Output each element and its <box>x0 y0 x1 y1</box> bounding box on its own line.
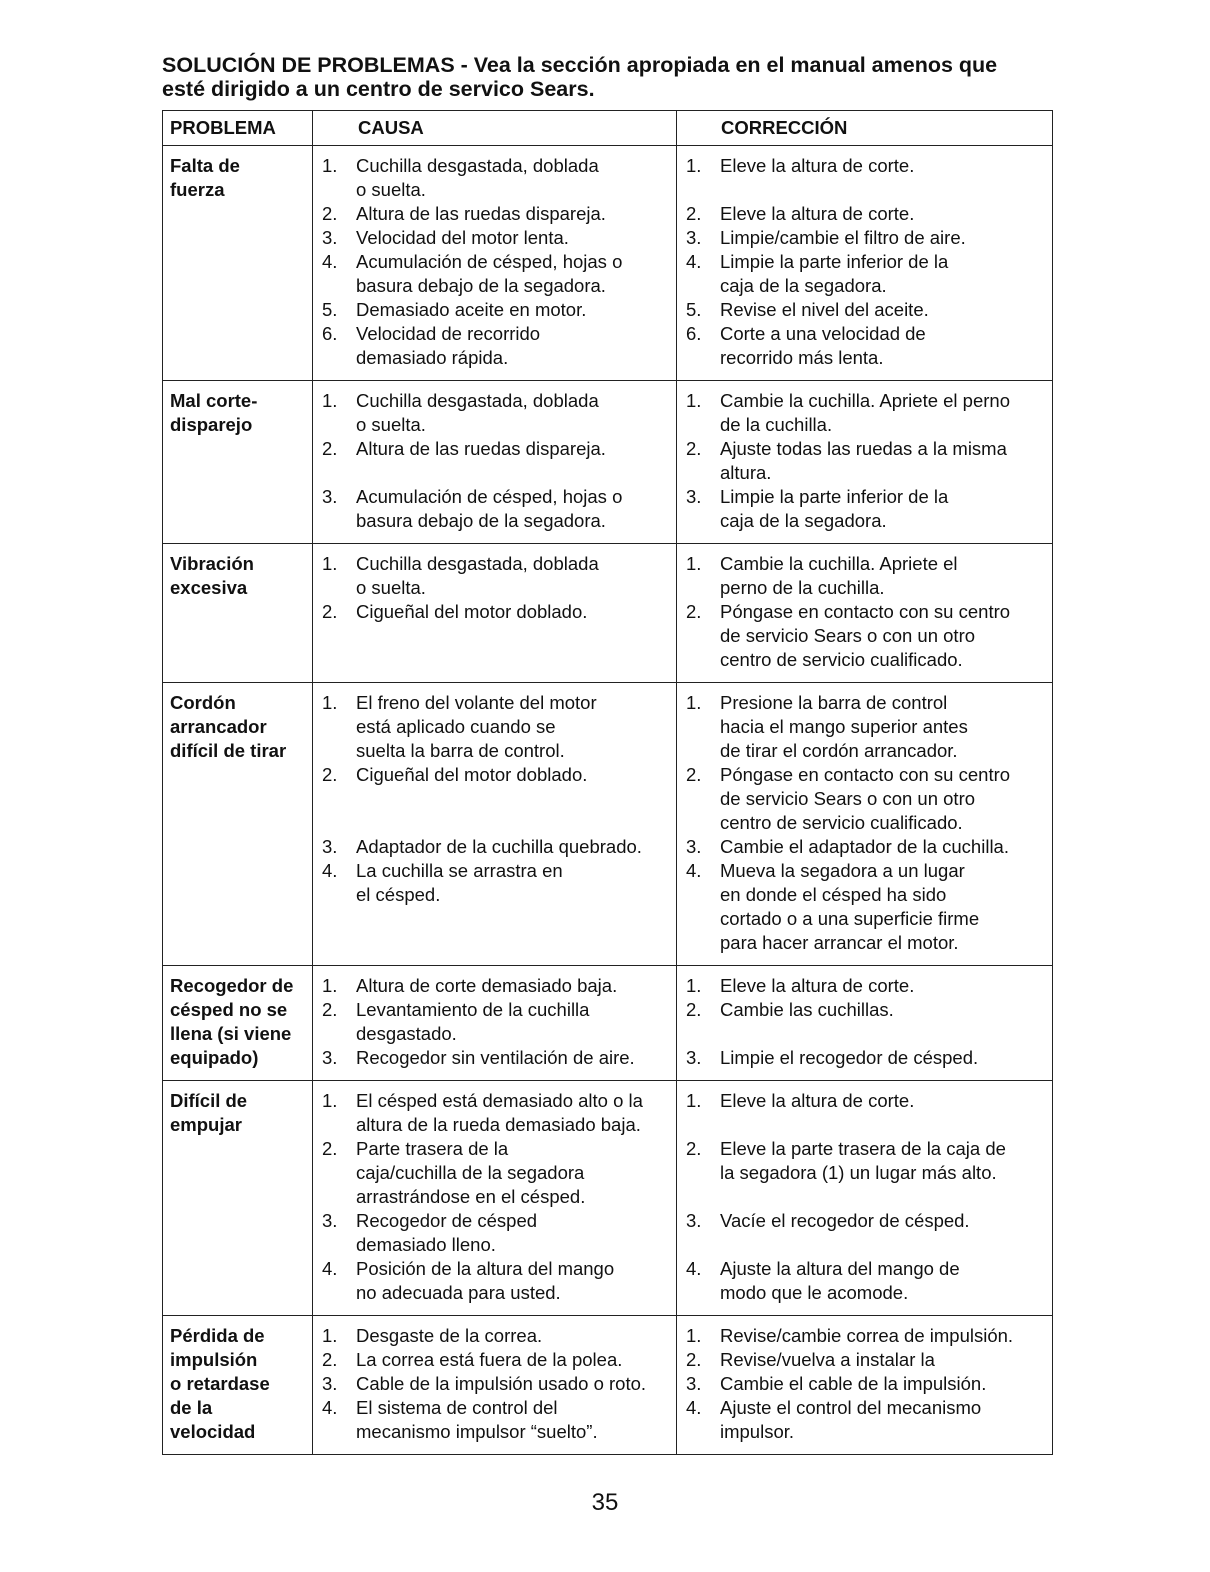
item-text: Eleve la altura de corte. <box>720 155 915 176</box>
item-text <box>720 1022 1052 1046</box>
item-number: 1. <box>322 692 338 713</box>
item-number: 2. <box>322 203 338 224</box>
header-problema: PROBLEMA <box>163 111 313 146</box>
item-text: Vacíe el recogedor de césped. <box>720 1210 970 1231</box>
list-item <box>677 1137 1052 1209</box>
list-item <box>313 600 676 624</box>
table-row <box>163 544 1053 683</box>
list-item <box>313 835 676 859</box>
item-number: 3. <box>322 1373 338 1394</box>
problem-label: impulsión <box>170 1349 258 1370</box>
list-item <box>677 1396 1052 1444</box>
problem-cell <box>163 966 313 1081</box>
item-number: 6. <box>686 323 702 344</box>
item-text: Cuchilla desgastada, doblada <box>356 390 599 411</box>
problem-label: disparejo <box>170 414 253 435</box>
list-item <box>677 998 1052 1046</box>
item-text: Ajuste el control del mecanismo <box>720 1397 982 1418</box>
item-number: 3. <box>686 227 702 248</box>
problem-cell <box>163 683 313 966</box>
item-number: 2. <box>322 1349 338 1370</box>
item-text: Levantamiento de la cuchilla <box>356 999 590 1020</box>
item-text: La correa está fuera de la polea. <box>356 1349 623 1370</box>
problem-label: césped no se <box>170 999 288 1020</box>
problem-label: Vibración <box>170 553 254 574</box>
cause-cell <box>313 544 677 683</box>
item-text: Recogedor sin ventilación de aire. <box>356 1047 635 1068</box>
item-text: Acumulación de césped, hojas o <box>356 251 623 272</box>
item-text: basura debajo de la segadora. <box>356 275 606 296</box>
item-text: Eleve la parte trasera de la caja de <box>720 1138 1006 1159</box>
item-text: cortado o a una superficie firme <box>720 908 980 929</box>
problem-label: o retardase <box>170 1373 270 1394</box>
item-text <box>356 811 676 835</box>
item-text: caja de la segadora. <box>720 275 887 296</box>
item-text: o suelta. <box>356 577 426 598</box>
list-item <box>313 1396 676 1444</box>
item-number: 2. <box>686 1349 702 1370</box>
list-item <box>677 1089 1052 1137</box>
list-item <box>677 485 1052 533</box>
table-row <box>163 966 1053 1081</box>
list-item <box>677 974 1052 998</box>
problem-label: difícil de tirar <box>170 740 287 761</box>
problem-label: Difícil de <box>170 1090 248 1111</box>
item-number: 3. <box>322 836 338 857</box>
list-item <box>677 691 1052 763</box>
list-item <box>313 202 676 226</box>
item-number: 3. <box>686 486 702 507</box>
item-number: 1. <box>322 975 338 996</box>
item-text: demasiado rápida. <box>356 347 509 368</box>
list-item <box>313 389 676 437</box>
item-number: 4. <box>686 1258 702 1279</box>
item-text: Póngase en contacto con su centro <box>720 601 1011 622</box>
list-item <box>313 691 676 763</box>
item-text: Cuchilla desgastada, doblada <box>356 553 599 574</box>
list-item <box>313 298 676 322</box>
item-number: 4. <box>322 251 338 272</box>
list-item <box>677 154 1052 202</box>
problem-label: empujar <box>170 1114 242 1135</box>
item-text: recorrido más lenta. <box>720 347 884 368</box>
item-number: 2. <box>322 764 338 785</box>
problem-label: Cordón <box>170 692 236 713</box>
item-number: 3. <box>322 227 338 248</box>
problem-label: de la <box>170 1397 213 1418</box>
list-item <box>313 226 676 250</box>
cause-cell <box>313 1081 677 1316</box>
list-item <box>313 1209 676 1257</box>
item-number: 4. <box>686 860 702 881</box>
item-text: Corte a una velocidad de <box>720 323 926 344</box>
list-item <box>677 1046 1052 1070</box>
item-number: 1. <box>322 155 338 176</box>
item-text: Acumulación de césped, hojas o <box>356 486 623 507</box>
item-number: 5. <box>322 299 338 320</box>
item-text: Cigueñal del motor doblado. <box>356 764 588 785</box>
item-number: 1. <box>686 1090 702 1111</box>
list-item <box>313 154 676 202</box>
item-text: Eleve la altura de corte. <box>720 1090 915 1111</box>
item-text: centro de servicio cualificado. <box>720 649 963 670</box>
list-item <box>677 859 1052 955</box>
cause-cell <box>313 966 677 1081</box>
item-text: Cable de la impulsión usado o roto. <box>356 1373 647 1394</box>
item-text: basura debajo de la segadora. <box>356 510 606 531</box>
correction-cell <box>677 146 1053 381</box>
problem-label: velocidad <box>170 1421 256 1442</box>
correction-cell <box>677 683 1053 966</box>
item-text: hacia el mango superior antes <box>720 716 968 737</box>
item-text: Limpie/cambie el filtro de aire. <box>720 227 966 248</box>
item-text: Demasiado aceite en motor. <box>356 299 587 320</box>
page-number: 35 <box>591 1489 619 1516</box>
list-item <box>677 389 1052 437</box>
item-number: 3. <box>686 1047 702 1068</box>
list-item <box>313 859 676 907</box>
item-text: Póngase en contacto con su centro <box>720 764 1011 785</box>
item-number: 1. <box>686 155 702 176</box>
correction-cell <box>677 966 1053 1081</box>
list-item <box>313 437 676 485</box>
list-item <box>313 485 676 533</box>
list-item <box>677 437 1052 485</box>
item-text: Velocidad de recorrido <box>356 323 541 344</box>
item-number: 1. <box>686 975 702 996</box>
list-item <box>313 250 676 298</box>
item-number: 3. <box>686 1373 702 1394</box>
item-number: 1. <box>686 390 702 411</box>
item-text: perno de la cuchilla. <box>720 577 885 598</box>
item-text: Posición de la altura del mango <box>356 1258 615 1279</box>
item-text: Limpie el recogedor de césped. <box>720 1047 979 1068</box>
item-text: Cambie la cuchilla. Apriete el <box>720 553 958 574</box>
item-text: el césped. <box>356 884 441 905</box>
problem-cell <box>163 1316 313 1455</box>
item-text: suelta la barra de control. <box>356 740 565 761</box>
table-row <box>163 381 1053 544</box>
item-text: altura de la rueda demasiado baja. <box>356 1114 641 1135</box>
item-text: no adecuada para usted. <box>356 1282 561 1303</box>
item-text: altura. <box>720 462 772 483</box>
item-text: El césped está demasiado alto o la <box>356 1090 643 1111</box>
table-body <box>163 146 1053 1455</box>
item-text: Eleve la altura de corte. <box>720 203 915 224</box>
table-row <box>163 146 1053 381</box>
table-row <box>163 1316 1053 1455</box>
item-text: está aplicado cuando se <box>356 716 556 737</box>
list-item <box>313 552 676 600</box>
item-number: 1. <box>686 553 702 574</box>
list-item <box>677 1348 1052 1372</box>
item-number: 3. <box>322 1210 338 1231</box>
problem-label: excesiva <box>170 577 248 598</box>
list-item <box>677 298 1052 322</box>
correction-cell <box>677 1316 1053 1455</box>
list-item <box>313 1257 676 1305</box>
header-correccion: CORRECCIÓN <box>677 111 1053 146</box>
list-item <box>313 974 676 998</box>
item-text: Cigueñal del motor doblado. <box>356 601 588 622</box>
item-text: Revise/vuelva a instalar la <box>720 1349 935 1370</box>
list-item <box>313 1372 676 1396</box>
list-item <box>677 322 1052 370</box>
item-number: 4. <box>322 1397 338 1418</box>
item-text: de la cuchilla. <box>720 414 833 435</box>
item-number: 1. <box>686 692 702 713</box>
list-item <box>677 226 1052 250</box>
item-text: Ajuste la altura del mango de <box>720 1258 960 1279</box>
cause-cell <box>313 146 677 381</box>
item-text: de tirar el cordón arrancador. <box>720 740 958 761</box>
item-text: Cambie el cable de la impulsión. <box>720 1373 987 1394</box>
item-text: Cambie las cuchillas. <box>720 999 894 1020</box>
list-item <box>677 1372 1052 1396</box>
item-text: Recogedor de césped <box>356 1210 538 1231</box>
item-text: para hacer arrancar el motor. <box>720 932 959 953</box>
item-text: Revise/cambie correa de impulsión. <box>720 1325 1014 1346</box>
list-item <box>677 552 1052 600</box>
item-number: 4. <box>686 251 702 272</box>
item-number: 2. <box>322 999 338 1020</box>
list-item <box>677 763 1052 835</box>
item-number: 1. <box>322 390 338 411</box>
item-number: 1. <box>322 1090 338 1111</box>
item-text: Cambie la cuchilla. Apriete el perno <box>720 390 1010 411</box>
item-text: Limpie la parte inferior de la <box>720 486 949 507</box>
list-item <box>313 1324 676 1348</box>
item-text: de servicio Sears o con un otro <box>720 788 976 809</box>
item-text: Adaptador de la cuchilla quebrado. <box>356 836 642 857</box>
item-text: o suelta. <box>356 179 426 200</box>
problem-label: llena (si viene <box>170 1023 292 1044</box>
item-number: 1. <box>686 1325 702 1346</box>
item-number: 4. <box>322 860 338 881</box>
list-item <box>677 600 1052 672</box>
problem-label: equipado) <box>170 1047 259 1068</box>
problem-label: Mal corte- <box>170 390 258 411</box>
item-number: 2. <box>686 764 702 785</box>
heading-line-2: esté dirigido a un centro de servico Sears. <box>162 77 595 101</box>
item-text: El sistema de control del <box>356 1397 558 1418</box>
problem-label: Falta de <box>170 155 240 176</box>
troubleshooting-table <box>162 110 1053 1455</box>
item-text <box>720 1113 1052 1137</box>
problem-cell <box>163 381 313 544</box>
item-text: en donde el césped ha sido <box>720 884 947 905</box>
item-text: Revise el nivel del aceite. <box>720 299 929 320</box>
problem-label: Pérdida de <box>170 1325 265 1346</box>
item-text: Limpie la parte inferior de la <box>720 251 949 272</box>
item-number: 3. <box>322 486 338 507</box>
item-text: modo que le acomode. <box>720 1282 909 1303</box>
item-text: Parte trasera de la <box>356 1138 509 1159</box>
item-text: Altura de las ruedas dispareja. <box>356 203 606 224</box>
item-text: Altura de las ruedas dispareja. <box>356 438 606 459</box>
item-number: 5. <box>686 299 702 320</box>
item-text: Eleve la altura de corte. <box>720 975 915 996</box>
item-text: arrastrándose en el césped. <box>356 1186 586 1207</box>
list-item <box>313 763 676 835</box>
item-number: 2. <box>322 438 338 459</box>
item-text <box>356 787 676 811</box>
item-text: Cuchilla desgastada, doblada <box>356 155 599 176</box>
item-text: caja/cuchilla de la segadora <box>356 1162 585 1183</box>
item-text: Cambie el adaptador de la cuchilla. <box>720 836 1009 857</box>
cause-cell <box>313 381 677 544</box>
problem-label: Recogedor de <box>170 975 294 996</box>
problem-cell <box>163 146 313 381</box>
list-item <box>677 202 1052 226</box>
list-item <box>313 1348 676 1372</box>
item-number: 2. <box>686 601 702 622</box>
item-text <box>720 1185 1052 1209</box>
item-text: la segadora (1) un lugar más alto. <box>720 1162 997 1183</box>
problem-label: arrancador <box>170 716 267 737</box>
header-causa: CAUSA <box>313 111 677 146</box>
item-number: 2. <box>686 438 702 459</box>
problem-label: fuerza <box>170 179 225 200</box>
list-item <box>677 1257 1052 1305</box>
item-text: desgastado. <box>356 1023 457 1044</box>
item-number: 3. <box>686 1210 702 1231</box>
table-row <box>163 683 1053 966</box>
list-item <box>677 250 1052 298</box>
item-text: Velocidad del motor lenta. <box>356 227 569 248</box>
item-number: 2. <box>322 1138 338 1159</box>
heading-line-1: SOLUCIÓN DE PROBLEMAS - Vea la sección apropiada en el manual amenos que <box>162 53 998 77</box>
table-header-row <box>163 111 1053 146</box>
list-item <box>677 1324 1052 1348</box>
item-text: Presione la barra de control <box>720 692 948 713</box>
problem-cell <box>163 1081 313 1316</box>
item-text: Mueva la segadora a un lugar <box>720 860 965 881</box>
item-text: o suelta. <box>356 414 426 435</box>
item-number: 2. <box>686 1138 702 1159</box>
item-text: Desgaste de la correa. <box>356 1325 543 1346</box>
item-text: Altura de corte demasiado baja. <box>356 975 618 996</box>
item-text: El freno del volante del motor <box>356 692 597 713</box>
item-number: 6. <box>322 323 338 344</box>
list-item <box>313 998 676 1046</box>
correction-cell <box>677 381 1053 544</box>
item-number: 2. <box>686 999 702 1020</box>
item-text: centro de servicio cualificado. <box>720 812 963 833</box>
correction-cell <box>677 544 1053 683</box>
item-number: 3. <box>322 1047 338 1068</box>
item-text <box>720 1233 1052 1257</box>
item-number: 1. <box>322 1325 338 1346</box>
list-item <box>313 1046 676 1070</box>
item-text: de servicio Sears o con un otro <box>720 625 976 646</box>
item-text: impulsor. <box>720 1421 795 1442</box>
item-number: 3. <box>686 836 702 857</box>
table-row <box>163 1081 1053 1316</box>
list-item <box>677 1209 1052 1257</box>
correction-cell <box>677 1081 1053 1316</box>
item-text <box>356 461 676 485</box>
item-text: mecanismo impulsor “suelto”. <box>356 1421 598 1442</box>
item-text: La cuchilla se arrastra en <box>356 860 563 881</box>
item-number: 1. <box>322 553 338 574</box>
cause-cell <box>313 683 677 966</box>
list-item <box>313 322 676 370</box>
list-item <box>677 835 1052 859</box>
item-text <box>720 178 1052 202</box>
item-number: 2. <box>322 601 338 622</box>
item-text: demasiado lleno. <box>356 1234 496 1255</box>
item-number: 2. <box>686 203 702 224</box>
cause-cell <box>313 1316 677 1455</box>
item-text: caja de la segadora. <box>720 510 887 531</box>
item-number: 4. <box>686 1397 702 1418</box>
problem-cell <box>163 544 313 683</box>
item-number: 4. <box>322 1258 338 1279</box>
item-text: Ajuste todas las ruedas a la misma <box>720 438 1007 459</box>
page-heading <box>162 53 1062 101</box>
list-item <box>313 1089 676 1137</box>
list-item <box>313 1137 676 1209</box>
